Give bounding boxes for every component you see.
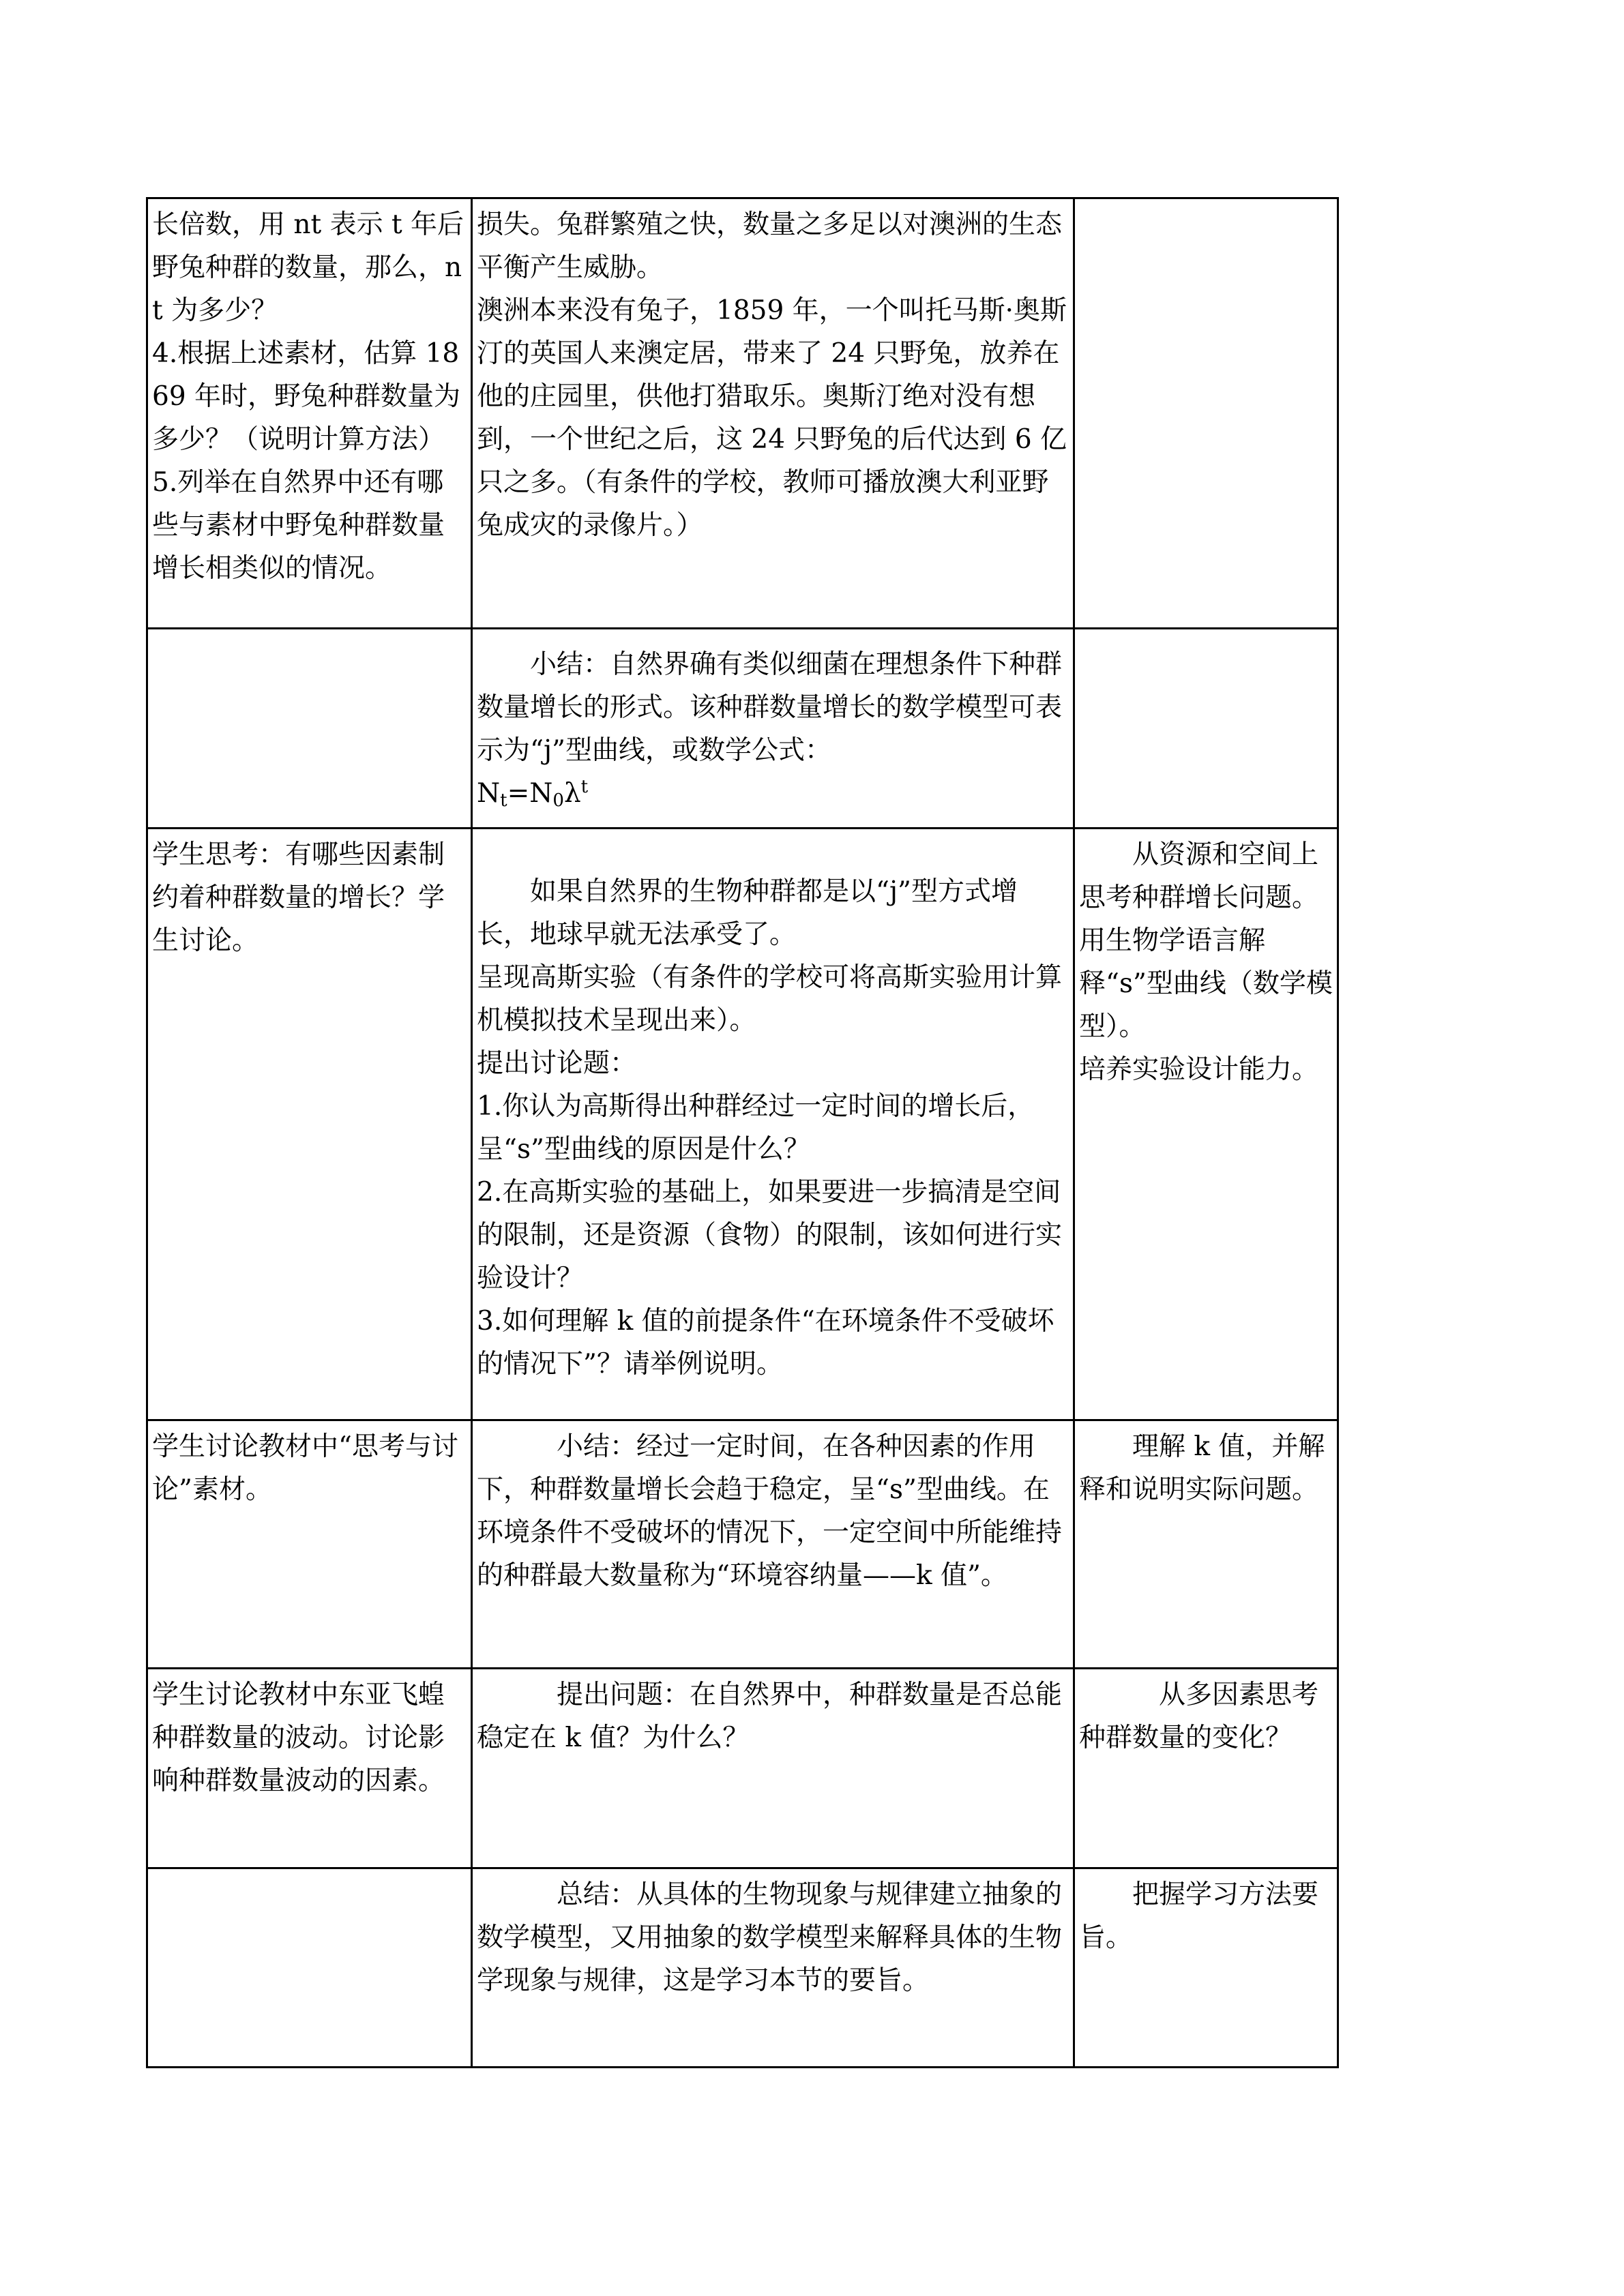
table-row [147,1868,1338,2068]
teacher-activity-cell [472,198,1074,629]
summary-text: 总结：从具体的生物现象与规律建立抽象的数学模型，又用抽象的数学模型来解释具体的生物学现象与规律，这是学习本节的要旨。 [477,1879,1063,1996]
paragraph: 提出讨论题： [477,1048,637,1079]
design-intent-cell [1074,1669,1338,1868]
teacher-activity-cell [472,829,1074,1420]
paragraph: 学生思考：有哪些因素制约着种群数量的增长？学生讨论。 [152,839,445,956]
paragraph: 3.如何理解 k 值的前提条件“在环境条件不受破坏的情况下”？请举例说明。 [477,1306,1054,1380]
design-intent-cell [1074,198,1338,629]
growth-formula: $N_t=N_0\lambda^t$ [477,777,589,811]
teacher-activity-cell [472,1669,1074,1868]
student-activity-cell [147,1868,472,2068]
design-intent-cell [1074,1420,1338,1669]
paragraph: 如果自然界的生物种群都是以“j”型方式增长，地球早就无法承受了。 [477,876,1018,950]
table-row [147,829,1338,1420]
summary-text: 小结：经过一定时间，在各种因素的作用下，种群数量增长会趋于稳定，呈“s”型曲线。在环境条件不受破坏的情况下，一定空间中所能维持的种群最大数量称为“环境容纳量——k 值”。 [477,1431,1063,1591]
paragraph: 损失。兔群繁殖之快，数量之多足以对澳洲的生态平衡产生威胁。 [477,209,1063,283]
paragraph: 学生讨论教材中东亚飞蝗种群数量的波动。讨论影响种群数量波动的因素。 [152,1680,445,1796]
student-activity-cell [147,829,472,1420]
paragraph: 从多因素思考种群数量的变化？ [1079,1680,1319,1753]
student-activity-cell [147,198,472,629]
question-text: 提出问题：在自然界中，种群数量是否总能稳定在 k 值？为什么？ [477,1680,1063,1753]
teacher-activity-cell [472,1868,1074,2068]
paragraph: 澳洲本来没有兔子，1859 年，一个叫托马斯·奥斯汀的英国人来澳定居，带来了 24 只野兔，放养在他的庄园里，供他打猎取乐。奥斯汀绝对没有想到，一个世纪之后，这 24 只野兔的后代达到 6 亿只之多。（有条件的学校，教师可播放澳大利亚野兔成灾的录像片。） [477,295,1067,541]
paragraph: 5.列举在自然界中还有哪些与素材中野兔种群数量增长相类似的情况。 [152,467,445,584]
design-intent-cell [1074,829,1338,1420]
teacher-activity-cell [472,629,1074,829]
table-row [147,1669,1338,1868]
paragraph: 把握学习方法要旨。 [1079,1879,1319,1953]
paragraph: 呈现高斯实验（有条件的学校可将高斯实验用计算机模拟技术呈现出来）。 [477,962,1063,1036]
design-intent-cell [1074,1868,1338,2068]
table-row [147,198,1338,629]
table-row [147,1420,1338,1669]
paragraph: 1.你认为高斯得出种群经过一定时间的增长后，呈“s”型曲线的原因是什么？ [477,1091,1035,1165]
table-row [147,629,1338,829]
paragraph: 理解 k 值，并解释和说明实际问题。 [1079,1431,1325,1505]
student-activity-cell [147,1420,472,1669]
paragraph: 从资源和空间上思考种群增长问题。 [1079,839,1319,913]
student-activity-cell [147,1669,472,1868]
lesson-table [146,197,1339,2068]
paragraph: 2.在高斯实验的基础上，如果要进一步搞清是空间的限制，还是资源（食物）的限制，该如何进行实验设计？ [477,1177,1063,1294]
paragraph: 4.根据上述素材，估算 1869 年时，野兔种群数量为多少？（说明计算方法） [152,338,461,455]
paragraph: 长倍数，用 nt 表示 t 年后野兔种群的数量，那么，nt 为多少？ [152,209,464,326]
paragraph: 学生讨论教材中“思考与讨论”素材。 [152,1431,458,1505]
student-activity-cell [147,629,472,829]
design-intent-cell [1074,629,1338,829]
paragraph: 培养实验设计能力。 [1079,1054,1319,1085]
summary-text: 小结：自然界确有类似细菌在理想条件下种群数量增长的形式。该种群数量增长的数学模型可表示为“j”型曲线，或数学公式： [477,649,1063,766]
teacher-activity-cell [472,1420,1074,1669]
paragraph: 用生物学语言解释“s”型曲线（数学模型）。 [1079,925,1333,1042]
